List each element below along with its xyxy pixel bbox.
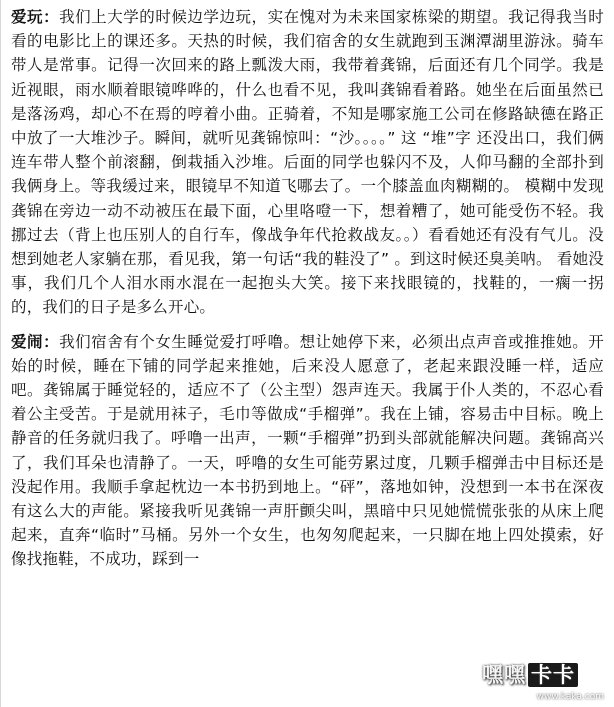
- site-watermark: [482, 663, 608, 703]
- watermark-text: 嘿嘿: [482, 663, 526, 687]
- section-label-mischief: 爱闹：: [11, 332, 60, 351]
- paragraph-play: [11, 5, 604, 320]
- section-text-play: 我们上大学的时候边学边玩，实在愧对为未来国家栋梁的期望。我记得我当时看的电影比上的课还多。天热的时候，我们宿舍的女生就跑到玉渊潭湖里游泳。骑车带人是常事。记得一次回来的路上瓢泼大雨，我带着龚锦，后面还有几个同学。我是近视眼，雨水顺着眼镜哗哗的，什么也看不见，我叫龚锦看着路。她坐在后面虽然已是落汤鸡，却心不在焉的哼着小曲。正骑着，不知是哪家施工公司在修路缺德在路正中放了一大堆沙子。瞬间，就听见龚锦惊叫：“沙。。。。” 这 “堆”字 还没出口，我们俩连车带人整个前滚翻，倒栽插入沙堆。后面的同学也躲闪不及，人仰马翻的全部扑到我俩身上。等我缓过来，眼镜早不知道飞哪去了。一个膝盖血肉糊糊的。 模糊中发现龚锦在旁边一动不动被压在最下面，心里咯噔一下，想着糟了，她可能受伤不轻。我挪过去（背上也压别人的自行车，像战争年代抢救战友。。）看看她还有没有气儿。没想到她老人家躺在那，看见我，第一句话“我的鞋没了” 。到这时候还臭美呐。 看她没事，我们几个人泪水雨水混在一起抱头大笑。接下来找眼镜的，找鞋的，一瘸一拐的，我们的日子是多么开心。: [11, 8, 604, 317]
- watermark-badge: 卡卡: [528, 663, 578, 687]
- watermark-logo: [482, 663, 578, 687]
- watermark-url: www.kaka.com: [536, 692, 604, 702]
- section-label-play: 爱玩：: [11, 8, 60, 26]
- paragraph-mischief: [11, 330, 604, 572]
- section-text-mischief: 我们宿舍有个女生睡觉爱打呼噜。想让她停下来，必须出点声音或推推她。开始的时候，睡在下铺的同学起来推她，后来没人愿意了，老起来跟没睡一样，适应吧。龚锦属于睡觉轻的，适应不了（公主型）怨声连天。我属于仆人类的，不忍心看着公主受苦。于是就用袜子，毛巾等做成“手榴弹”。我在上铺，容易击中目标。晚上静音的任务就归我了。呼噜一出声，一颗“手榴弹”扔到头部就能解决问题。龚锦高兴了，我们耳朵也清静了。一天，呼噜的女生可能劳累过度，几颗手榴弹击中目标还是没起作用。我顺手拿起枕边一本书扔到地上。“砰”，落地如钟，没想到一本书在深夜有这么大的声能。紧接我听见龚锦一声肝颤尖叫，黑暗中只见她慌慌张张的从床上爬起来，直奔“临时”马桶。另外一个女生，也匆匆爬起来，一只脚在地上四处摸索，好像找拖鞋，不成功，踩到一: [11, 332, 604, 569]
